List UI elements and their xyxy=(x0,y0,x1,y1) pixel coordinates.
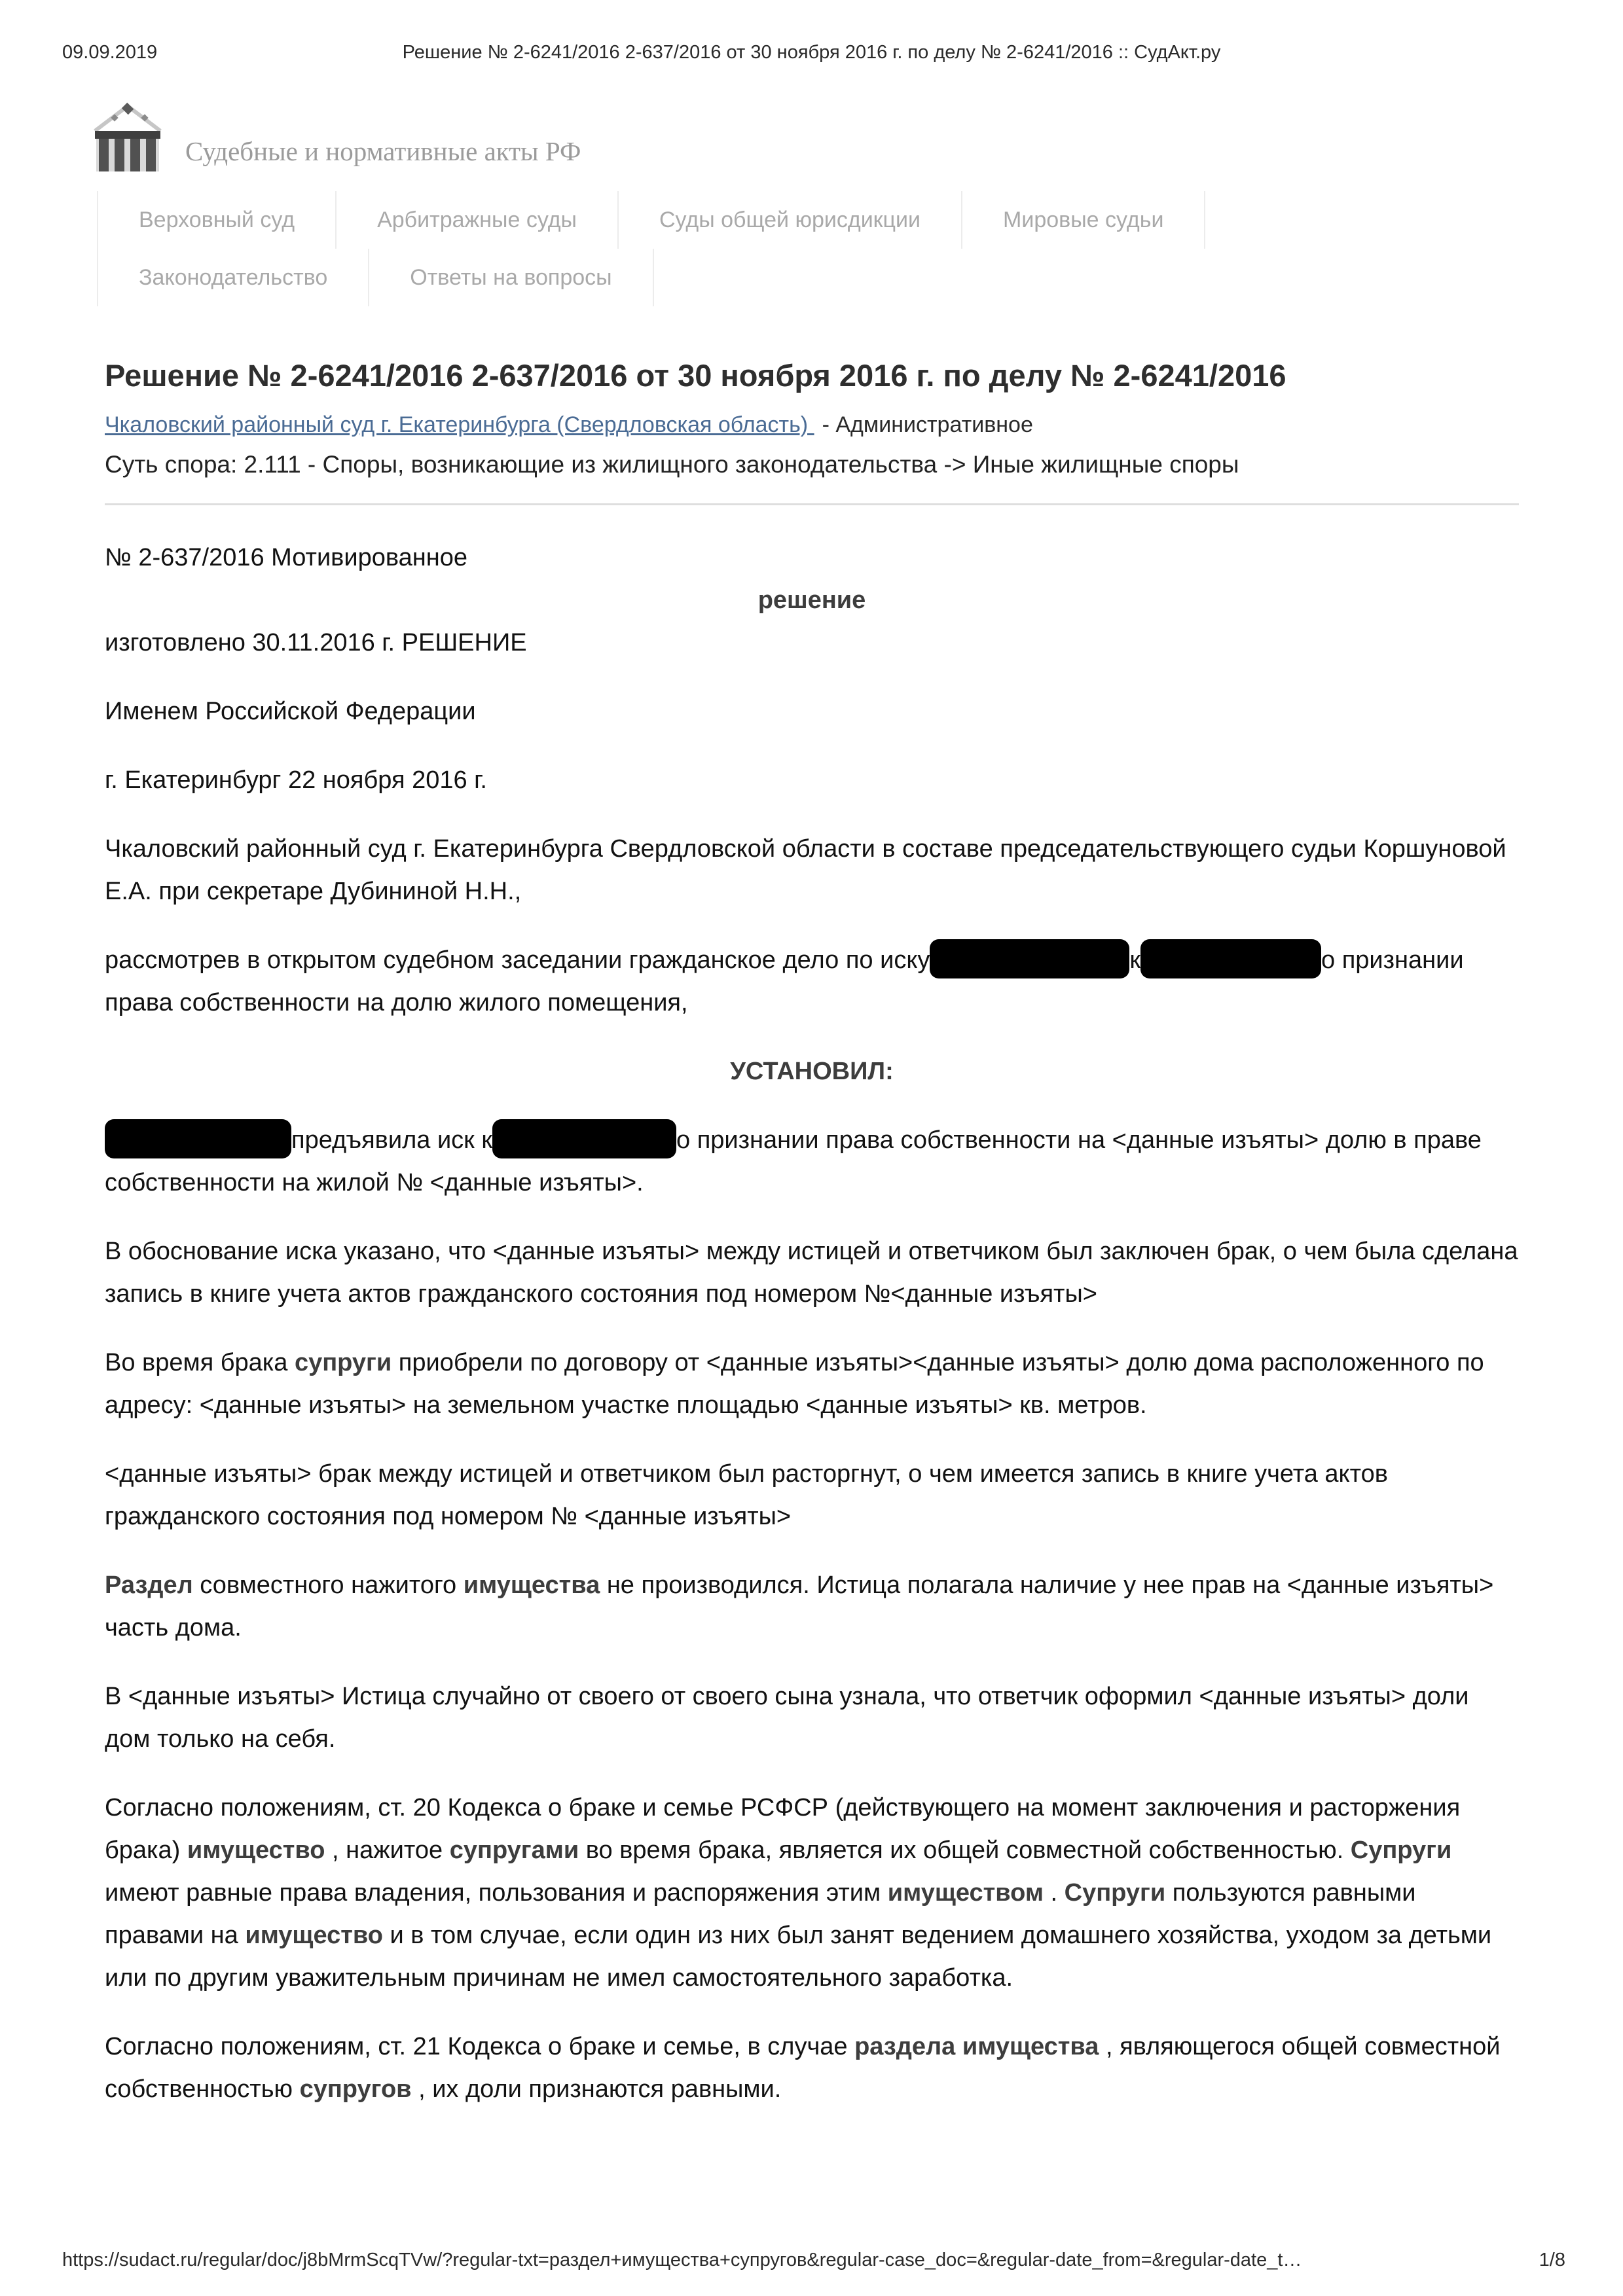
page-title: Решение № 2-6241/2016 2-637/2016 от 30 ноября 2016 г. по делу № 2-6241/2016 xyxy=(105,358,1286,393)
text-run: не производился. Истица полагала наличие у нее прав на <данные изъяты> часть дома. xyxy=(105,1571,1494,1641)
dispute-summary: Суть спора: 2.111 - Споры, возникающие из жилищного законодательства -> Иные жилищные споры xyxy=(105,450,1239,478)
page-indicator: 1/8 xyxy=(1539,2250,1565,2270)
text-run: изготовлено 30.11.2016 г. РЕШЕНИЕ xyxy=(105,628,527,656)
nav-item-arbitration-courts[interactable]: Арбитражные суды xyxy=(335,191,617,249)
nav-item-supreme-court[interactable]: Верховный суд xyxy=(97,191,335,249)
paragraph xyxy=(105,939,1519,1024)
highlighted-term: решение xyxy=(757,586,866,614)
main-nav xyxy=(97,191,1205,306)
text-run: , их доли признаются равными. xyxy=(411,2075,782,2103)
highlighted-term: Раздел xyxy=(105,1571,193,1599)
paragraph xyxy=(105,1564,1519,1649)
paragraph xyxy=(105,1050,1519,1093)
text-run: В обоснование иска указано, что <данные изъяты> между истицей и ответчиком был заключен брак, о чем была сделана запись в книге учета актов гражданского состояния под номером №<данные изъяты> xyxy=(105,1237,1518,1308)
text-run: <данные изъяты> брак между истицей и ответчиком был расторгнут, о чем имеется запись в книге учета актов гражданского состояния под номером № <данные изъяты> xyxy=(105,1460,1388,1530)
redaction-box xyxy=(492,1119,676,1158)
paragraph xyxy=(105,1453,1519,1538)
nav-item-questions-answers[interactable]: Ответы на вопросы xyxy=(368,249,653,306)
paragraph xyxy=(105,1230,1519,1316)
highlighted-term: имущество xyxy=(245,1921,383,1949)
court-link[interactable]: Чкаловский районный суд г. Екатеринбурга (Свердловская область) xyxy=(105,412,814,437)
text-run: предъявила иск к xyxy=(291,1126,492,1154)
paragraph xyxy=(105,1676,1519,1761)
document xyxy=(105,357,1519,2137)
paragraph xyxy=(105,759,1519,802)
redaction-box xyxy=(1140,939,1321,978)
paragraph xyxy=(105,622,1519,664)
paragraph xyxy=(105,2026,1519,2111)
highlighted-term: имущество xyxy=(187,1836,325,1864)
text-run: во время брака, является их общей совместной собственностью. xyxy=(579,1836,1351,1864)
nav-row-1 xyxy=(97,191,1205,249)
text-run: № 2-637/2016 Мотивированное xyxy=(105,543,467,571)
text-run: В <данные изъяты> Истица случайно от своего от своего сына узнала, что ответчик оформил <данные изъяты> доли дом только на себя. xyxy=(105,1682,1469,1753)
nav-item-legislation[interactable]: Законодательство xyxy=(97,249,368,306)
print-page-title: Решение № 2-6241/2016 2-637/2016 от 30 ноября 2016 г. по делу № 2-6241/2016 :: СудАкт.ру xyxy=(402,42,1221,63)
highlighted-term: Супруги xyxy=(1350,1836,1452,1864)
nav-row-2 xyxy=(97,249,1205,306)
footer-url: https://sudact.ru/regular/doc/j8bMrmScqTVw/?regular-txt=раздел+имущества+супругов&regular-case_doc=&regular-date_from=&regular-date_t… xyxy=(62,2250,1302,2270)
paragraph xyxy=(105,1342,1519,1427)
text-run: Именем Российской Федерации xyxy=(105,697,476,725)
divider xyxy=(105,503,1519,505)
print-footer xyxy=(62,2250,1565,2271)
text-run: к xyxy=(1129,946,1140,974)
document-body xyxy=(105,537,1519,2111)
highlighted-term: раздела имущества xyxy=(854,2032,1099,2060)
text-run: Во время брака xyxy=(105,1348,295,1376)
text-run: , нажитое xyxy=(325,1836,450,1864)
text-run: Согласно положениям, ст. 20 Кодекса о браке и семье РСФСР (действующего на момент заключения и расторжения брака) xyxy=(105,1793,1461,1864)
text-run: , являющегося общей совместной собственностью xyxy=(105,2032,1501,2103)
print-header xyxy=(62,42,1561,63)
paragraph xyxy=(105,828,1519,913)
text-run: приобрели по договору от <данные изъяты><данные изъяты> долю дома расположенного по адресу: <данные изъяты> на земельном участке площадью <данные изъяты> кв. метров. xyxy=(105,1348,1484,1419)
case-type-label: - Административное xyxy=(822,412,1033,437)
highlighted-term: супруги xyxy=(294,1348,392,1376)
highlighted-term: имущества xyxy=(463,1571,600,1599)
paragraph xyxy=(105,579,1519,622)
text-run: Чкаловский районный суд г. Екатеринбурга Свердловской области в составе председательствующего судьи Коршуновой Е.А. при секретаре Дубининой Н.Н., xyxy=(105,834,1506,905)
text-run: о признании права собственности на долю жилого помещения, xyxy=(105,946,1464,1016)
text-run: имеют равные права владения, пользования и распоряжения этим xyxy=(105,1878,888,1907)
highlighted-term: супругов xyxy=(299,2075,412,2103)
text-run: г. Екатеринбург 22 ноября 2016 г. xyxy=(105,766,487,794)
text-run: и в том случае, если один из них был занят ведением домашнего хозяйства, уходом за детьми или по другим уважительным причинам не имел самостоятельного заработка. xyxy=(105,1921,1492,1992)
redaction-box xyxy=(105,1119,291,1158)
paragraph xyxy=(105,537,1519,579)
paragraph xyxy=(105,1787,1519,2000)
highlighted-term: супругами xyxy=(449,1836,579,1864)
paragraph xyxy=(105,1119,1519,1204)
highlighted-term: УСТАНОВИЛ: xyxy=(730,1057,894,1085)
site-logo[interactable] xyxy=(87,99,581,176)
text-run: рассмотрев в открытом судебном заседании гражданское дело по иску xyxy=(105,946,930,974)
text-run: о признании права собственности на <данные изъяты> долю в праве собственности на жилой № <данные изъяты>. xyxy=(105,1126,1482,1196)
site-name: Судебные и нормативные акты РФ xyxy=(185,136,581,166)
nav-item-magistrate-judges[interactable]: Мировые судьи xyxy=(961,191,1205,249)
case-meta xyxy=(105,412,1519,438)
paragraph xyxy=(105,691,1519,733)
text-run: Согласно положениям, ст. 21 Кодекса о браке и семье, в случае xyxy=(105,2032,855,2060)
text-run: . xyxy=(1043,1878,1065,1907)
redaction-box xyxy=(930,939,1129,978)
highlighted-term: Супруги xyxy=(1064,1878,1166,1907)
nav-item-general-jurisdiction-courts[interactable]: Суды общей юрисдикции xyxy=(617,191,961,249)
highlighted-term: имуществом xyxy=(887,1878,1044,1907)
print-date: 09.09.2019 xyxy=(62,42,158,63)
text-run: совместного нажитого xyxy=(192,1571,464,1599)
text-run: пользуются равными правами на xyxy=(105,1878,1416,1949)
courthouse-icon xyxy=(87,99,168,176)
